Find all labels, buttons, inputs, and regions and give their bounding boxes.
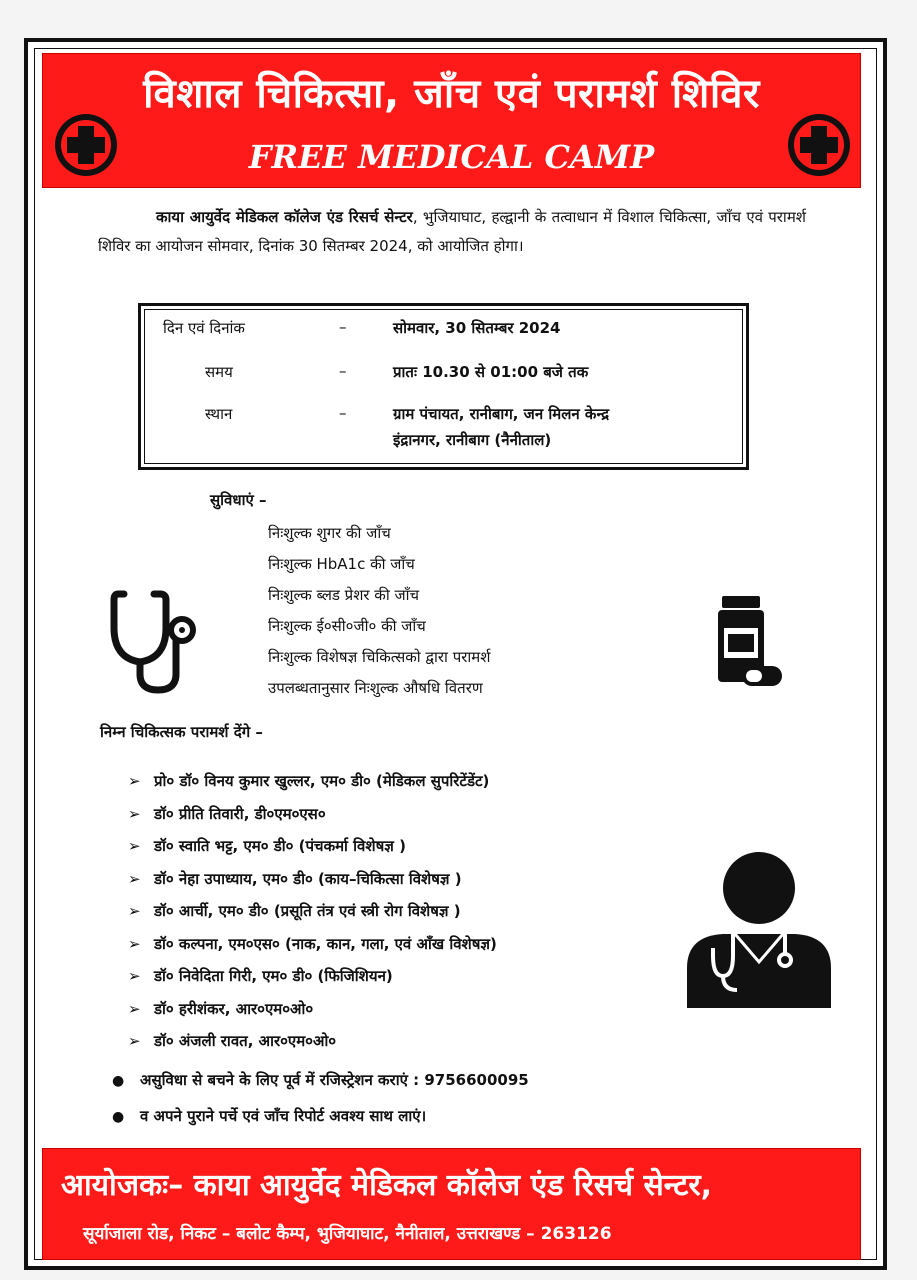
doctor-item [128, 830, 497, 863]
doctor-name: डॉ० नेहा उपाध्याय, एम० डी० (काय–चिकित्सा विशेषज्ञ ) [154, 869, 462, 888]
doctor-item [128, 765, 497, 798]
facilities-heading: सुविधाएं – [210, 491, 267, 509]
facility-item: निःशुल्क विशेषज्ञ चिकित्सको द्वारा परामर्श [268, 648, 491, 666]
notes-list [112, 1062, 529, 1134]
facilities-list [268, 518, 490, 704]
doctor-icon [683, 850, 835, 1008]
medical-cross-icon [55, 114, 117, 176]
doctor-name: डॉ० प्रीति तिवारी, डी०एम०एस० [154, 804, 326, 823]
place-value-line2: इंद्रानगर, रानीबाग (नैनीताल) [393, 431, 552, 449]
organizer-name: काया आयुर्वेद मेडिकल कॉलेज एंड रिसर्च सेन्टर [156, 208, 413, 226]
arrow-icon: ➢ [128, 902, 141, 920]
medical-cross-icon [788, 114, 850, 176]
doctor-item [128, 798, 497, 831]
doctor-name: डॉ० निवेदिता गिरी, एम० डी० (फिजिशियन) [154, 967, 393, 985]
doctor-name: डॉ० अंजली रावत, आर०एम०ओ० [154, 1032, 337, 1050]
doctor-item [128, 993, 497, 1026]
doctor-name: डॉ० आर्ची, एम० डी० (प्रसूति तंत्र एवं स्त्री रोग विशेषज्ञ ) [154, 902, 461, 920]
intro-text: , भुजियाघाट, हल्द्वानी के तत्वाधान में विशाल चिकित्सा, जाँच एवं परामर्श शिविर का आयोजन सोमवार, दिनांक 30 सितम्बर 2024, को आयोजित होगा। [98, 208, 806, 255]
bullet-icon: ● [112, 1073, 125, 1089]
doctors-heading: निम्न चिकित्सक परामर्श देंगे – [100, 723, 263, 741]
doctor-name: डॉ० कल्पना, एम०एस० (नाक, कान, गला, एवं आँख विशेषज्ञ) [154, 934, 497, 953]
bullet-icon: ● [112, 1109, 125, 1125]
banner-subtitle: FREE MEDICAL CAMP [248, 138, 655, 176]
date-label: दिन एवं दिनांक [163, 319, 245, 337]
arrow-icon: ➢ [128, 804, 141, 823]
doctor-item [128, 1025, 497, 1058]
facility-item: उपलब्धतानुसार निःशुल्क औषधि वितरण [268, 679, 483, 697]
note-item [112, 1062, 529, 1098]
bring-reports-note: व अपने पुराने पर्चे एवं जाँच रिपोर्ट अवश्य साथ लाएं। [140, 1107, 427, 1125]
doctor-item [128, 928, 497, 961]
arrow-icon: ➢ [128, 869, 141, 888]
time-dash: – [339, 362, 347, 380]
date-value: सोमवार, 30 सितम्बर 2024 [393, 319, 561, 337]
arrow-icon: ➢ [128, 1032, 141, 1050]
arrow-icon: ➢ [128, 934, 141, 953]
organizer-footer [42, 1148, 861, 1260]
place-label: स्थान [205, 405, 233, 423]
doctor-item [128, 895, 497, 928]
time-label: समय [205, 363, 233, 381]
time-value: प्रातः 10.30 से 01:00 बजे तक [393, 363, 589, 381]
arrow-icon: ➢ [128, 837, 141, 855]
intro-paragraph [98, 203, 806, 261]
address-line: सूर्याजाला रोड, निकट – बलोट कैम्प, भुजियाघाट, नैनीताल, उत्तराखण्ड – 263126 [83, 1224, 612, 1244]
facility-item: निःशुल्क शुगर की जाँच [268, 524, 391, 542]
arrow-icon: ➢ [128, 967, 141, 985]
organizer-line: आयोजकः– काया आयुर्वेद मेडिकल कॉलेज एंड रिसर्च सेन्टर, [61, 1168, 712, 1203]
header-banner [42, 53, 861, 188]
medicine-bottle-icon [712, 594, 784, 690]
facility-item: निःशुल्क HbA1c की जाँच [268, 555, 415, 573]
doctor-name: डॉ० हरीशंकर, आर०एम०ओ० [154, 999, 314, 1018]
doctor-name: प्रो० डॉ० विनय कुमार खुल्लर, एम० डी० (मेडिकल सुपरिटेंडेंट) [154, 772, 490, 790]
facility-item: निःशुल्क ई०सी०जी० की जाँच [268, 617, 426, 635]
event-details-box [138, 303, 749, 470]
note-item [112, 1098, 529, 1134]
doctors-list [128, 765, 497, 1058]
registration-note: असुविधा से बचने के लिए पूर्व में रजिस्ट्रेशन कराएं : 9756600095 [140, 1071, 529, 1089]
place-dash: – [339, 404, 347, 422]
doctor-name: डॉ० स्वाति भट्ट, एम० डी० (पंचकर्मा विशेषज्ञ ) [154, 837, 406, 855]
date-dash: – [339, 318, 347, 336]
doctor-item [128, 863, 497, 896]
doctor-item [128, 960, 497, 993]
arrow-icon: ➢ [128, 999, 141, 1018]
place-value-line1: ग्राम पंचायत, रानीबाग, जन मिलन केन्द्र [393, 405, 610, 423]
stethoscope-icon [110, 588, 200, 696]
facility-item: निःशुल्क ब्लड प्रेशर की जाँच [268, 586, 420, 604]
banner-title: विशाल चिकित्सा, जाँच एवं परामर्श शिविर [143, 71, 760, 117]
arrow-icon: ➢ [128, 772, 141, 790]
